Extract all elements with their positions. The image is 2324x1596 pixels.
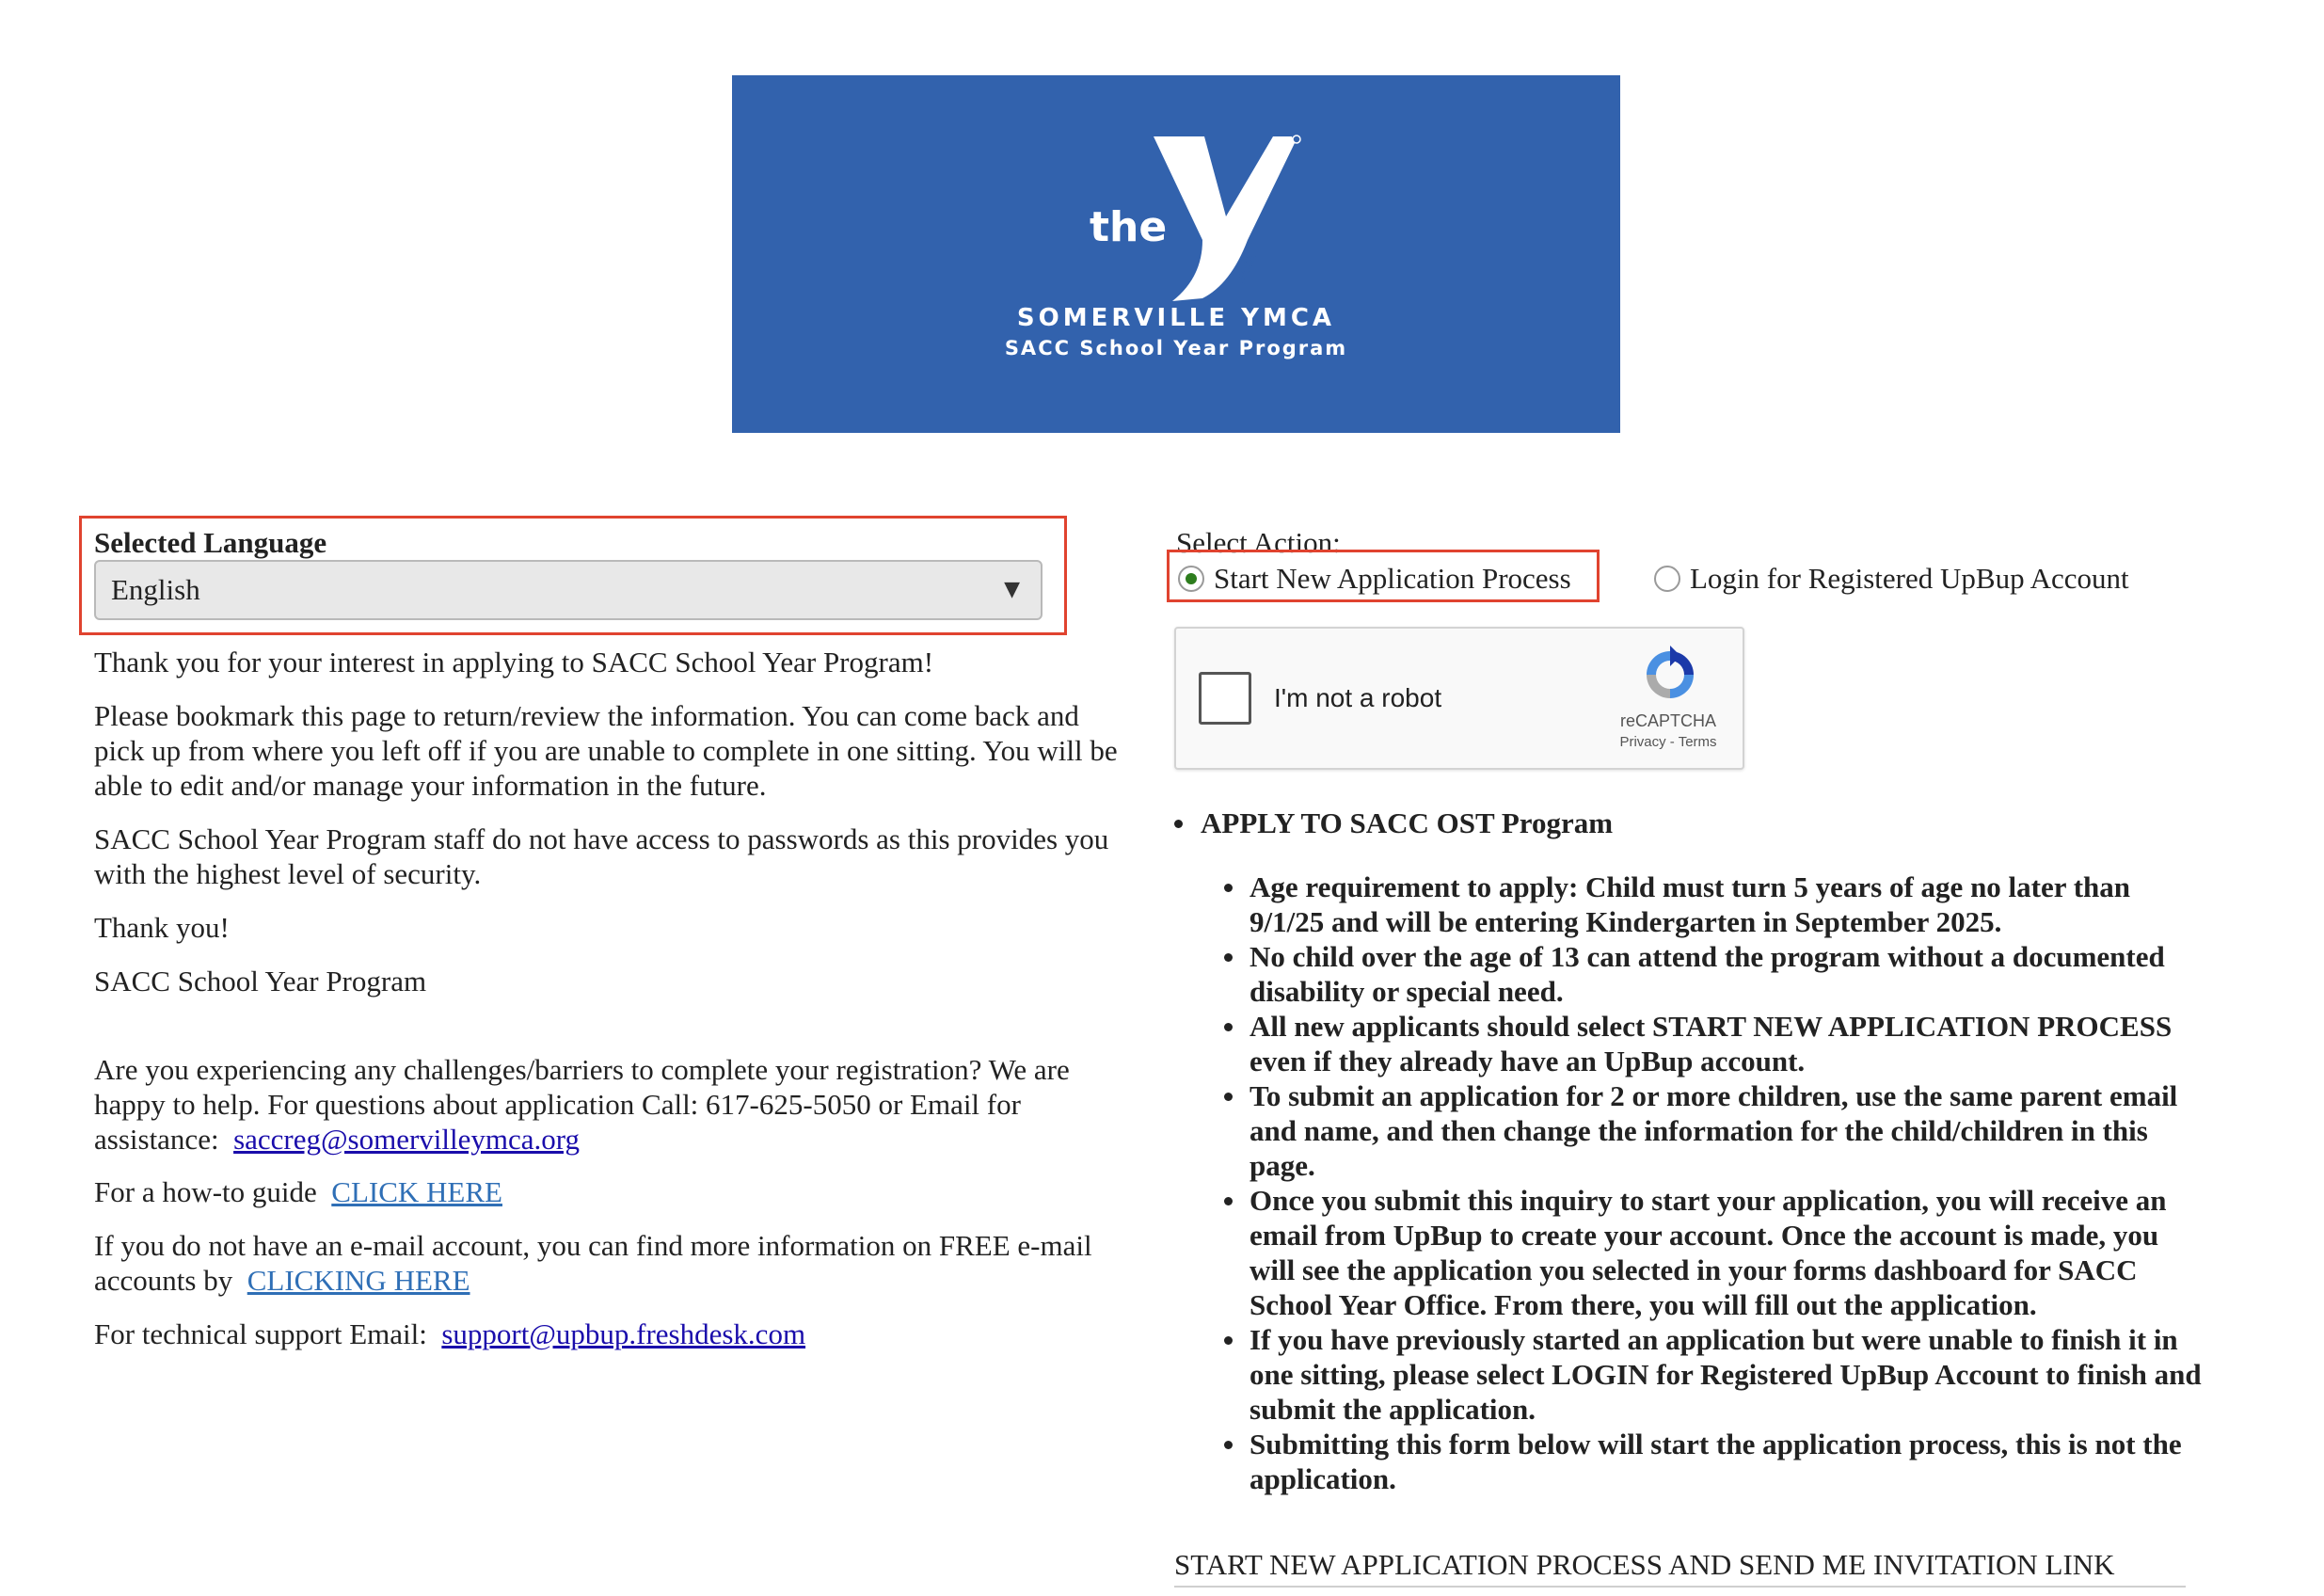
language-label: Selected Language [94, 526, 327, 559]
language-select[interactable] [94, 560, 1043, 620]
support-email-link[interactable]: support@upbup.freshdesk.com [441, 1317, 806, 1350]
intro-thank-you: Thank you! [94, 911, 230, 944]
radio-start-new-label: Start New Application Process [1214, 562, 1571, 595]
brand-name: SOMERVILLE YMCA [1016, 304, 1336, 332]
ymca-banner [732, 75, 1620, 433]
select-action-label: Select Action: [1176, 526, 1341, 559]
list-item: Once you submit this inquiry to start your application, you will receive an email from UpBup to create your account. Once the account is made, you will see the application you selected in your forms dashboard for SACC School Year Office. From there, you will fill out the application. [1250, 1183, 2209, 1322]
ymca-logo-icon [732, 75, 1620, 433]
help-text: Are you experiencing any challenges/barriers to complete your registration? We are happy to help. For questions about application Call: 617-625-5050 or Email for assistance: [94, 1053, 1070, 1156]
free-email-prefix: If you do not have an e-mail account, you can find more information on FREE e-mail accounts by [94, 1229, 1092, 1297]
radio-login-label: Login for Registered UpBup Account [1690, 562, 2129, 595]
radio-selected-icon [1178, 566, 1204, 592]
free-email-link[interactable]: CLICKING HERE [247, 1264, 470, 1297]
recaptcha-privacy-link[interactable]: Privacy [1619, 734, 1666, 750]
apply-heading: APPLY TO SACC OST Program [1174, 806, 2209, 840]
free-email-paragraph [94, 1228, 1120, 1298]
support-prefix: For technical support Email: [94, 1317, 427, 1350]
brand-ymca-vertical: YMCA [1233, 250, 1260, 290]
help-paragraph [94, 1052, 1129, 1157]
guide-prefix: For a how-to guide [94, 1175, 317, 1208]
language-selected-value: English [111, 573, 200, 606]
recaptcha-widget [1174, 627, 1744, 770]
guide-paragraph [94, 1174, 1129, 1209]
recaptcha-separator: - [1669, 734, 1675, 750]
recaptcha-label: I'm not a robot [1274, 683, 1442, 712]
radio-start-new[interactable] [1178, 561, 1571, 596]
guide-link[interactable]: CLICK HERE [331, 1175, 502, 1208]
recaptcha-terms-link[interactable]: Terms [1678, 734, 1717, 750]
recaptcha-checkbox[interactable] [1199, 672, 1251, 725]
brand-the: the [1090, 203, 1168, 251]
help-email-link[interactable]: saccreg@somervilleymca.org [233, 1123, 581, 1156]
list-item: All new applicants should select START NEW APPLICATION PROCESS even if they already have an UpBup account. [1250, 1009, 2209, 1078]
radio-login[interactable] [1654, 561, 2129, 596]
apply-instructions [1174, 806, 2209, 1496]
intro-thanks: Thank you for your interest in applying to SACC School Year Program! [94, 646, 934, 678]
intro-signature: SACC School Year Program [94, 965, 427, 998]
intro-security: SACC School Year Program staff do not have access to passwords as this provides you with the highest level of security. [94, 822, 1109, 890]
list-item: Submitting this form below will start the application process, this is not the application. [1250, 1427, 2209, 1496]
start-new-application-tab[interactable]: START NEW APPLICATION PROCESS AND SEND ME INVITATION LINK [1174, 1547, 2186, 1588]
radio-unselected-icon [1654, 566, 1680, 592]
list-item: No child over the age of 13 can attend the program without a documented disability or special need. [1250, 939, 2209, 1009]
dropdown-caret-icon: ▼ [1004, 578, 1020, 601]
recaptcha-brand: reCAPTCHA [1619, 711, 1716, 730]
brand-subtitle: SACC School Year Program [1004, 337, 1348, 359]
list-item: To submit an application for 2 or more children, use the same parent email and name, and then change the information for the child/children in this page. [1250, 1078, 2209, 1183]
list-item: If you have previously started an application but were unable to finish it in one sitting, please select LOGIN for Registered UpBup Account to finish and submit the application. [1250, 1322, 2209, 1427]
apply-list [1174, 870, 2209, 1496]
recaptcha-links [1598, 734, 1739, 751]
support-paragraph [94, 1317, 1129, 1351]
list-item: Age requirement to apply: Child must turn 5 years of age no later than 9/1/25 and will be entering Kindergarten in September 2025. [1250, 870, 2209, 939]
recaptcha-icon [1641, 646, 1699, 704]
intro-bookmark: Please bookmark this page to return/review the information. You can come back and pick up from where you left off if you are unable to complete in one sitting. You will be able to edit and/or manage your information in the future. [94, 699, 1118, 802]
